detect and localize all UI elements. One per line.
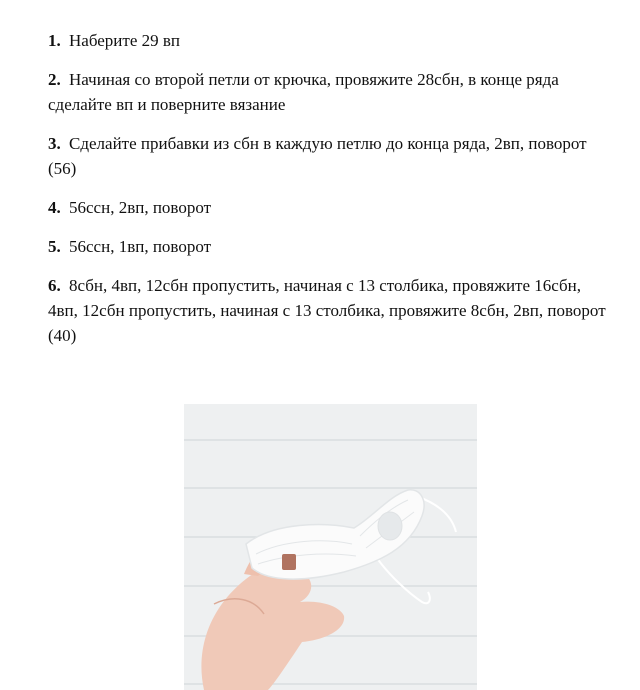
step-text: Сделайте прибавки из сбн в каждую петлю до конца ряда, 2вп, поворот (56): [48, 134, 587, 178]
step-text: 56ссн, 1вп, поворот: [69, 237, 212, 256]
step-text: 56ссн, 2вп, поворот: [69, 198, 212, 217]
step-text: Наберите 29 вп: [69, 31, 180, 50]
step-4: [48, 195, 608, 220]
step-2: [48, 67, 608, 117]
step-number: 3.: [48, 134, 61, 153]
instruction-list: [48, 28, 608, 362]
crochet-photo-illustration: [184, 404, 477, 690]
step-6: [48, 273, 608, 348]
crochet-photo: [184, 404, 477, 690]
step-5: [48, 234, 608, 259]
crochet-hole-right: [378, 512, 402, 540]
step-number: 1.: [48, 31, 61, 50]
step-number: 5.: [48, 237, 61, 256]
step-text: Начиная со второй петли от крючка, провяжите 28сбн, в конце ряда сделайте вп и поверните вязание: [48, 70, 559, 114]
step-3: [48, 131, 608, 181]
crochet-hole-left: [282, 554, 296, 570]
step-1: [48, 28, 608, 53]
step-number: 4.: [48, 198, 61, 217]
step-number: 6.: [48, 276, 61, 295]
step-text: 8сбн, 4вп, 12сбн пропустить, начиная с 13 столбика, провяжите 16сбн, 4вп, 12сбн пропустить, начиная с 13 столбика, провяжите 8сбн, 2вп, поворот (40): [48, 276, 606, 345]
step-number: 2.: [48, 70, 61, 89]
